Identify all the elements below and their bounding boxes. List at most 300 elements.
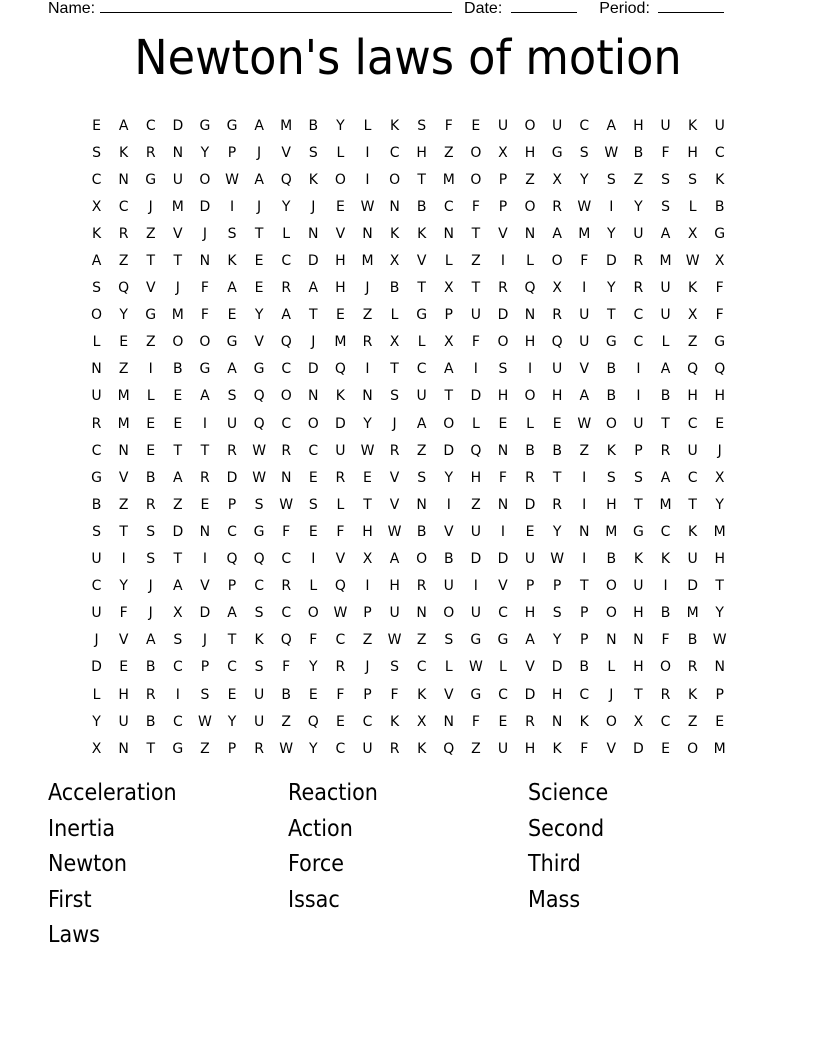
grid-letter[interactable]: U — [687, 551, 698, 568]
grid-letter[interactable]: Q — [334, 361, 346, 378]
grid-letter[interactable]: U — [118, 713, 129, 730]
grid-letter[interactable]: E — [227, 686, 237, 703]
grid-letter[interactable]: H — [524, 605, 536, 622]
grid-letter[interactable]: L — [444, 253, 453, 270]
grid-letter[interactable]: X — [633, 713, 644, 730]
grid-letter[interactable]: Z — [525, 171, 535, 188]
grid-letter[interactable]: N — [606, 632, 617, 649]
grid-letter[interactable]: V — [145, 280, 156, 297]
grid-letter[interactable]: C — [714, 144, 725, 161]
grid-letter[interactable]: Q — [524, 280, 536, 297]
grid-letter[interactable]: X — [714, 253, 725, 270]
grid-letter[interactable]: W — [279, 740, 294, 757]
grid-letter[interactable]: Z — [687, 713, 698, 730]
grid-letter[interactable]: L — [499, 659, 507, 676]
grid-letter[interactable]: Y — [119, 307, 128, 324]
grid-letter[interactable]: E — [335, 713, 345, 730]
grid-letter[interactable]: L — [92, 686, 101, 703]
grid-letter[interactable]: A — [552, 225, 562, 242]
grid-letter[interactable]: U — [335, 442, 346, 459]
grid-letter[interactable]: C — [660, 523, 671, 540]
grid-letter[interactable]: O — [524, 198, 536, 215]
grid-letter[interactable]: H — [335, 253, 346, 270]
grid-letter[interactable]: C — [633, 307, 644, 324]
grid-letter[interactable]: C — [281, 605, 292, 622]
grid-letter[interactable]: B — [91, 496, 102, 513]
grid-letter[interactable]: O — [524, 388, 536, 405]
grid-letter[interactable]: Z — [118, 496, 129, 513]
grid-letter[interactable]: I — [446, 496, 451, 513]
grid-letter[interactable]: O — [470, 144, 482, 161]
grid-letter[interactable]: H — [335, 280, 346, 297]
grid-letter[interactable]: I — [175, 686, 180, 703]
grid-letter[interactable]: C — [254, 578, 264, 595]
grid-letter[interactable]: J — [257, 198, 262, 215]
grid-letter[interactable]: Y — [309, 659, 318, 676]
grid-letter[interactable]: Z — [118, 361, 129, 378]
grid-letter[interactable]: B — [687, 632, 698, 649]
grid-letter[interactable]: S — [146, 523, 156, 540]
grid-letter[interactable]: Y — [92, 713, 101, 730]
grid-letter[interactable]: H — [633, 605, 644, 622]
grid-letter[interactable]: C — [91, 442, 102, 459]
grid-letter[interactable]: K — [715, 171, 725, 188]
grid-letter[interactable]: B — [416, 198, 427, 215]
grid-letter[interactable]: Z — [173, 496, 183, 513]
grid-letter[interactable]: Z — [118, 253, 129, 270]
grid-letter[interactable]: F — [498, 469, 507, 486]
grid-letter[interactable]: O — [605, 415, 617, 432]
grid-letter[interactable]: A — [660, 361, 671, 378]
grid-letter[interactable]: T — [444, 388, 454, 405]
grid-letter[interactable]: R — [660, 442, 671, 459]
grid-letter[interactable]: B — [552, 442, 562, 459]
grid-letter[interactable]: U — [253, 713, 265, 730]
grid-letter[interactable]: T — [634, 686, 643, 703]
grid-letter[interactable]: K — [227, 253, 237, 270]
grid-letter[interactable]: B — [606, 361, 617, 378]
grid-letter[interactable]: J — [148, 578, 153, 595]
grid-letter[interactable]: Z — [633, 171, 644, 188]
grid-letter[interactable]: L — [309, 578, 318, 595]
grid-letter[interactable]: P — [498, 198, 508, 215]
grid-letter[interactable]: P — [227, 578, 237, 595]
grid-letter[interactable]: R — [227, 442, 237, 459]
grid-letter[interactable]: S — [146, 551, 156, 568]
grid-letter[interactable]: Q — [253, 388, 265, 405]
grid-letter[interactable]: L — [661, 334, 670, 351]
grid-letter[interactable]: D — [91, 659, 102, 676]
grid-letter[interactable]: Q — [118, 280, 130, 297]
grid-letter[interactable]: H — [524, 334, 536, 351]
grid-letter[interactable]: Q — [226, 551, 238, 568]
grid-letter[interactable]: Z — [687, 334, 698, 351]
grid-letter[interactable]: Z — [145, 225, 156, 242]
grid-letter[interactable]: Y — [552, 523, 562, 540]
grid-letter[interactable]: R — [552, 307, 562, 324]
grid-letter[interactable]: Z — [471, 253, 481, 270]
grid-letter[interactable]: W — [333, 605, 348, 622]
grid-letter[interactable]: W — [712, 632, 727, 649]
grid-letter[interactable]: U — [552, 117, 563, 134]
grid-letter[interactable]: F — [444, 117, 453, 134]
grid-letter[interactable]: Q — [253, 551, 265, 568]
grid-letter[interactable]: W — [550, 551, 565, 568]
grid-letter[interactable]: K — [606, 442, 616, 459]
grid-letter[interactable]: U — [714, 117, 725, 134]
grid-letter[interactable]: L — [688, 198, 697, 215]
grid-letter[interactable]: X — [687, 225, 698, 242]
grid-letter[interactable]: H — [362, 523, 373, 540]
grid-letter[interactable]: E — [227, 307, 237, 324]
grid-letter[interactable]: D — [199, 605, 211, 622]
grid-letter[interactable]: N — [443, 225, 454, 242]
grid-letter[interactable]: O — [524, 117, 536, 134]
grid-letter[interactable]: C — [145, 117, 156, 134]
grid-letter[interactable]: C — [227, 523, 237, 540]
grid-letter[interactable]: R — [633, 280, 644, 297]
grid-letter[interactable]: V — [443, 523, 454, 540]
grid-letter[interactable]: A — [118, 117, 129, 134]
grid-letter[interactable]: V — [443, 686, 454, 703]
grid-letter[interactable]: M — [659, 496, 672, 513]
grid-letter[interactable]: L — [390, 307, 399, 324]
grid-letter[interactable]: W — [468, 659, 483, 676]
grid-letter[interactable]: I — [582, 280, 587, 297]
grid-letter[interactable]: D — [633, 740, 644, 757]
grid-letter[interactable]: C — [416, 361, 427, 378]
grid-letter[interactable]: C — [227, 659, 237, 676]
grid-letter[interactable]: W — [252, 469, 267, 486]
grid-letter[interactable]: J — [365, 659, 370, 676]
grid-letter[interactable]: O — [199, 171, 211, 188]
grid-letter[interactable]: O — [172, 334, 184, 351]
grid-letter[interactable]: C — [579, 117, 590, 134]
grid-letter[interactable]: K — [552, 740, 562, 757]
grid-letter[interactable]: H — [551, 388, 563, 405]
grid-letter[interactable]: G — [226, 117, 238, 134]
grid-letter[interactable]: Z — [145, 334, 156, 351]
grid-letter[interactable]: H — [497, 388, 509, 405]
grid-letter[interactable]: J — [175, 280, 180, 297]
grid-letter[interactable]: T — [119, 523, 128, 540]
grid-letter[interactable]: Q — [280, 632, 292, 649]
grid-letter[interactable]: H — [524, 144, 536, 161]
grid-letter[interactable]: T — [146, 740, 156, 757]
grid-letter[interactable]: T — [173, 253, 183, 270]
grid-letter[interactable]: M — [117, 388, 130, 405]
grid-letter[interactable]: F — [119, 605, 128, 622]
grid-letter[interactable]: U — [660, 280, 671, 297]
grid-letter[interactable]: Q — [470, 442, 482, 459]
grid-letter[interactable]: H — [687, 144, 698, 161]
grid-letter[interactable]: W — [252, 442, 267, 459]
grid-letter[interactable]: L — [146, 388, 155, 405]
grid-letter[interactable]: L — [282, 225, 291, 242]
grid-letter[interactable]: N — [524, 307, 536, 324]
grid-letter[interactable]: X — [389, 334, 400, 351]
grid-letter[interactable]: Q — [443, 740, 455, 757]
grid-letter[interactable]: H — [714, 388, 725, 405]
grid-letter[interactable]: E — [119, 334, 129, 351]
grid-letter[interactable]: M — [171, 198, 184, 215]
grid-letter[interactable]: F — [471, 198, 480, 215]
grid-letter[interactable]: L — [526, 415, 534, 432]
grid-letter[interactable]: Q — [280, 171, 292, 188]
grid-letter[interactable]: O — [605, 713, 617, 730]
grid-letter[interactable]: E — [308, 686, 318, 703]
grid-letter[interactable]: K — [389, 713, 400, 730]
grid-letter[interactable]: K — [417, 225, 427, 242]
grid-letter[interactable]: R — [552, 496, 562, 513]
period-field[interactable] — [658, 0, 724, 13]
grid-letter[interactable]: X — [443, 334, 454, 351]
grid-letter[interactable]: N — [443, 713, 454, 730]
grid-letter[interactable]: U — [443, 578, 454, 595]
grid-letter[interactable]: X — [389, 253, 400, 270]
grid-letter[interactable]: Y — [715, 605, 724, 622]
grid-letter[interactable]: B — [145, 659, 156, 676]
grid-letter[interactable]: N — [308, 388, 319, 405]
grid-letter[interactable]: J — [202, 632, 207, 649]
grid-letter[interactable]: R — [362, 334, 373, 351]
grid-letter[interactable]: A — [173, 578, 183, 595]
grid-letter[interactable]: O — [199, 334, 211, 351]
grid-letter[interactable]: H — [416, 144, 427, 161]
grid-letter[interactable]: T — [417, 171, 426, 188]
grid-letter[interactable]: V — [254, 334, 264, 351]
grid-letter[interactable]: U — [579, 307, 590, 324]
grid-letter[interactable]: T — [715, 578, 724, 595]
grid-letter[interactable]: H — [551, 686, 563, 703]
grid-letter[interactable]: V — [606, 740, 617, 757]
grid-letter[interactable]: N — [280, 469, 292, 486]
grid-letter[interactable]: Y — [336, 117, 345, 134]
grid-letter[interactable]: I — [500, 523, 506, 540]
grid-letter[interactable]: P — [498, 171, 508, 188]
grid-letter[interactable]: A — [227, 361, 237, 378]
grid-letter[interactable]: R — [281, 442, 292, 459]
grid-letter[interactable]: U — [497, 740, 509, 757]
grid-letter[interactable]: A — [200, 388, 210, 405]
grid-letter[interactable]: B — [606, 388, 617, 405]
grid-letter[interactable]: E — [146, 415, 156, 432]
grid-letter[interactable]: L — [336, 144, 345, 161]
grid-letter[interactable]: A — [525, 632, 535, 649]
grid-letter[interactable]: V — [416, 253, 427, 270]
grid-letter[interactable]: R — [200, 469, 210, 486]
grid-letter[interactable]: J — [94, 632, 99, 649]
grid-letter[interactable]: L — [336, 496, 345, 513]
grid-letter[interactable]: P — [200, 659, 210, 676]
grid-letter[interactable]: N — [199, 523, 211, 540]
grid-letter[interactable]: A — [660, 469, 671, 486]
grid-letter[interactable]: K — [688, 117, 698, 134]
grid-letter[interactable]: Y — [444, 469, 454, 486]
grid-letter[interactable]: B — [145, 469, 156, 486]
grid-letter[interactable]: T — [471, 280, 481, 297]
grid-letter[interactable]: G — [91, 469, 102, 486]
grid-letter[interactable]: M — [578, 225, 591, 242]
grid-letter[interactable]: J — [202, 225, 207, 242]
grid-letter[interactable]: F — [661, 144, 670, 161]
grid-letter[interactable]: E — [92, 117, 101, 134]
grid-letter[interactable]: C — [443, 198, 454, 215]
grid-letter[interactable]: S — [417, 117, 427, 134]
grid-letter[interactable]: F — [471, 334, 480, 351]
grid-letter[interactable]: K — [389, 225, 400, 242]
grid-letter[interactable]: A — [579, 388, 590, 405]
grid-letter[interactable]: X — [91, 198, 102, 215]
grid-letter[interactable]: I — [609, 198, 614, 215]
grid-letter[interactable]: U — [552, 361, 563, 378]
grid-letter[interactable]: J — [365, 280, 370, 297]
grid-letter[interactable]: D — [172, 523, 184, 540]
grid-letter[interactable]: I — [500, 253, 506, 270]
grid-letter[interactable]: U — [470, 605, 481, 622]
grid-letter[interactable]: H — [524, 740, 536, 757]
grid-letter[interactable]: M — [659, 253, 672, 270]
grid-letter[interactable]: O — [307, 415, 319, 432]
grid-letter[interactable]: D — [335, 415, 346, 432]
grid-letter[interactable]: G — [714, 225, 726, 242]
grid-letter[interactable]: B — [443, 551, 454, 568]
grid-letter[interactable]: P — [227, 496, 237, 513]
grid-letter[interactable]: K — [417, 686, 427, 703]
grid-letter[interactable]: N — [308, 225, 319, 242]
grid-letter[interactable]: R — [145, 686, 156, 703]
grid-letter[interactable]: T — [200, 442, 210, 459]
grid-letter[interactable]: U — [687, 442, 698, 459]
grid-letter[interactable]: S — [92, 280, 101, 297]
grid-letter[interactable]: Y — [607, 225, 616, 242]
grid-letter[interactable]: S — [92, 144, 101, 161]
grid-letter[interactable]: E — [363, 469, 372, 486]
grid-letter[interactable]: E — [173, 415, 183, 432]
grid-letter[interactable]: V — [389, 469, 400, 486]
grid-letter[interactable]: Q — [551, 334, 563, 351]
grid-letter[interactable]: V — [173, 225, 183, 242]
grid-letter[interactable]: G — [632, 523, 644, 540]
grid-letter[interactable]: A — [254, 117, 264, 134]
grid-letter[interactable]: S — [661, 171, 670, 188]
grid-letter[interactable]: C — [335, 632, 346, 649]
grid-letter[interactable]: O — [497, 334, 509, 351]
grid-letter[interactable]: K — [308, 171, 318, 188]
grid-letter[interactable]: C — [633, 334, 644, 351]
grid-letter[interactable]: N — [578, 523, 590, 540]
grid-letter[interactable]: K — [579, 713, 589, 730]
grid-letter[interactable]: T — [227, 632, 237, 649]
grid-letter[interactable]: P — [444, 307, 453, 324]
grid-letter[interactable]: C — [308, 442, 319, 459]
grid-letter[interactable]: F — [200, 307, 209, 324]
grid-letter[interactable]: Y — [634, 198, 643, 215]
grid-letter[interactable]: C — [498, 605, 508, 622]
grid-letter[interactable]: F — [336, 523, 345, 540]
word-search-grid[interactable] — [83, 112, 733, 762]
grid-letter[interactable]: S — [661, 198, 670, 215]
grid-letter[interactable]: H — [633, 117, 644, 134]
grid-letter[interactable]: P — [580, 632, 589, 649]
grid-letter[interactable]: E — [552, 415, 562, 432]
grid-letter[interactable]: D — [443, 442, 455, 459]
grid-letter[interactable]: R — [254, 740, 264, 757]
grid-letter[interactable]: X — [443, 280, 454, 297]
grid-letter[interactable]: F — [309, 632, 318, 649]
grid-letter[interactable]: N — [633, 632, 644, 649]
grid-letter[interactable]: O — [660, 659, 672, 676]
grid-letter[interactable]: M — [280, 117, 293, 134]
grid-letter[interactable]: D — [524, 686, 536, 703]
grid-letter[interactable]: L — [92, 334, 101, 351]
grid-letter[interactable]: A — [91, 253, 102, 270]
grid-letter[interactable]: T — [363, 496, 372, 513]
grid-letter[interactable]: Y — [281, 198, 291, 215]
grid-letter[interactable]: C — [172, 713, 183, 730]
grid-letter[interactable]: Q — [714, 361, 726, 378]
grid-letter[interactable]: C — [579, 686, 590, 703]
grid-letter[interactable]: X — [552, 171, 562, 188]
grid-letter[interactable]: S — [444, 632, 454, 649]
grid-letter[interactable]: U — [633, 578, 644, 595]
grid-letter[interactable]: J — [257, 144, 262, 161]
grid-letter[interactable]: C — [416, 659, 427, 676]
grid-letter[interactable]: T — [146, 253, 156, 270]
grid-letter[interactable]: S — [390, 388, 400, 405]
grid-letter[interactable]: F — [715, 280, 724, 297]
grid-letter[interactable]: X — [498, 144, 508, 161]
grid-letter[interactable]: W — [360, 198, 375, 215]
grid-letter[interactable]: M — [605, 523, 618, 540]
grid-letter[interactable]: E — [715, 713, 725, 730]
grid-letter[interactable]: R — [525, 469, 535, 486]
grid-letter[interactable]: W — [387, 523, 402, 540]
grid-letter[interactable]: C — [335, 740, 346, 757]
grid-letter[interactable]: O — [443, 605, 455, 622]
grid-letter[interactable]: N — [118, 442, 129, 459]
grid-letter[interactable]: F — [390, 686, 399, 703]
grid-letter[interactable]: C — [389, 144, 400, 161]
grid-letter[interactable]: C — [660, 713, 671, 730]
grid-letter[interactable]: E — [173, 388, 183, 405]
grid-letter[interactable]: I — [473, 578, 478, 595]
grid-letter[interactable]: I — [202, 415, 207, 432]
grid-letter[interactable]: R — [335, 469, 346, 486]
grid-letter[interactable]: E — [715, 415, 725, 432]
grid-letter[interactable]: D — [497, 307, 509, 324]
grid-letter[interactable]: U — [633, 225, 644, 242]
grid-letter[interactable]: C — [281, 415, 292, 432]
grid-letter[interactable]: S — [417, 469, 427, 486]
grid-letter[interactable]: D — [307, 253, 319, 270]
grid-letter[interactable]: D — [524, 496, 536, 513]
grid-letter[interactable]: N — [551, 713, 563, 730]
grid-letter[interactable]: M — [713, 740, 726, 757]
grid-letter[interactable]: N — [497, 496, 509, 513]
grid-letter[interactable]: J — [609, 686, 614, 703]
grid-letter[interactable]: D — [172, 117, 184, 134]
grid-letter[interactable]: V — [579, 361, 590, 378]
grid-letter[interactable]: B — [633, 144, 644, 161]
grid-letter[interactable]: E — [254, 253, 264, 270]
grid-letter[interactable]: N — [172, 144, 184, 161]
grid-letter[interactable]: I — [663, 578, 668, 595]
grid-letter[interactable]: Q — [334, 578, 346, 595]
grid-letter[interactable]: Z — [579, 442, 590, 459]
grid-letter[interactable]: X — [714, 469, 725, 486]
grid-letter[interactable]: K — [688, 523, 698, 540]
